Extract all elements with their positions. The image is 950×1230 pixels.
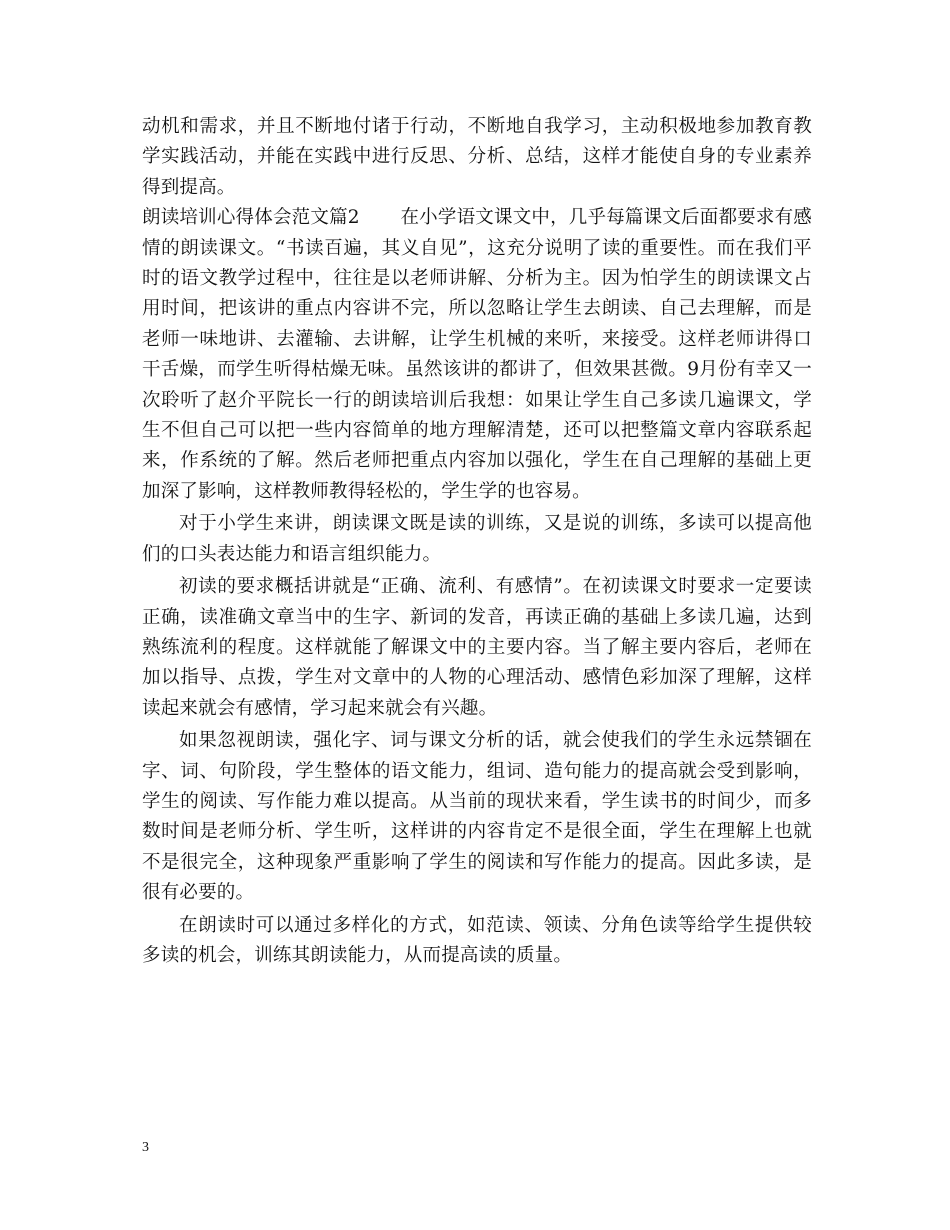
body-paragraph: 对于小学生来讲，朗读课文既是读的训练，又是说的训练，多读可以提高他们的口头表达能力和语言组织能力。 [142,513,812,565]
section-title: 朗读培训心得体会范文篇2 [142,207,360,229]
page-number: 3 [142,1140,149,1155]
section-paragraph [142,203,812,507]
document-body [142,112,812,971]
continuation-paragraph: 动机和需求，并且不断地付诸于行动，不断地自我学习，主动积极地参加教育教学实践活动，并能在实践中进行反思、分析、总结，这样才能使自身的专业素养得到提高。 [142,116,812,198]
body-paragraph: 如果忽视朗读，强化字、词与课文分析的话，就会使我们的学生永远禁锢在字、词、句阶段，学生整体的语文能力，组词、造句能力的提高就会受到影响，学生的阅读、写作能力难以提高。从当前的现状来看，学生读书的时间少，而多数时间是老师分析、学生听，这样讲的内容肯定不是很全面，学生在理解上也就不是很完全，这种现象严重影响了学生的阅读和写作能力的提高。因此多读，是很有必要的。 [142,730,812,904]
body-paragraph: 初读的要求概括讲就是“正确、流利、有感情”。在初读课文时要求一定要读正确，读准确文章当中的生字、新词的发音，再读正确的基础上多读几遍，达到熟练流利的程度。这样就能了解课文中的主要内容。当了解主要内容后，老师在加以指导、点拨，学生对文章中的人物的心理活动、感情色彩加深了理解，这样读起来就会有感情，学习起来就会有兴趣。 [142,576,812,719]
body-paragraph: 在朗读时可以通过多样化的方式，如范读、领读、分角色读等给学生提供较多读的机会，训练其朗读能力，从而提高读的质量。 [142,914,812,966]
section-intro-text: 在小学语文课文中，几乎每篇课文后面都要求有感情的朗读课文。“书读百遍，其义自见”，这充分说明了读的重要性。而在我们平时的语文教学过程中，往往是以老师讲解、分析为主。因为怕学生的朗读课文占用时间，把该讲的重点内容讲不完，所以忽略让学生去朗读、自己去理解，而是老师一味地讲、去灌输、去讲解，让学生机械的来听，来接受。这样老师讲得口干舌燥，而学生听得枯燥无味。虽然该讲的都讲了，但效果甚微。9月份有幸又一次聆听了赵介平院长一行的朗读培训后我想：如果让学生自己多读几遍课文，学生不但自己可以把一些内容简单的地方理解清楚，还可以把整篇文章内容联系起来，作系统的了解。然后老师把重点内容加以强化，学生在自己理解的基础上更加深了影响，这样教师教得轻松的，学生学的也容易。 [142,207,812,502]
